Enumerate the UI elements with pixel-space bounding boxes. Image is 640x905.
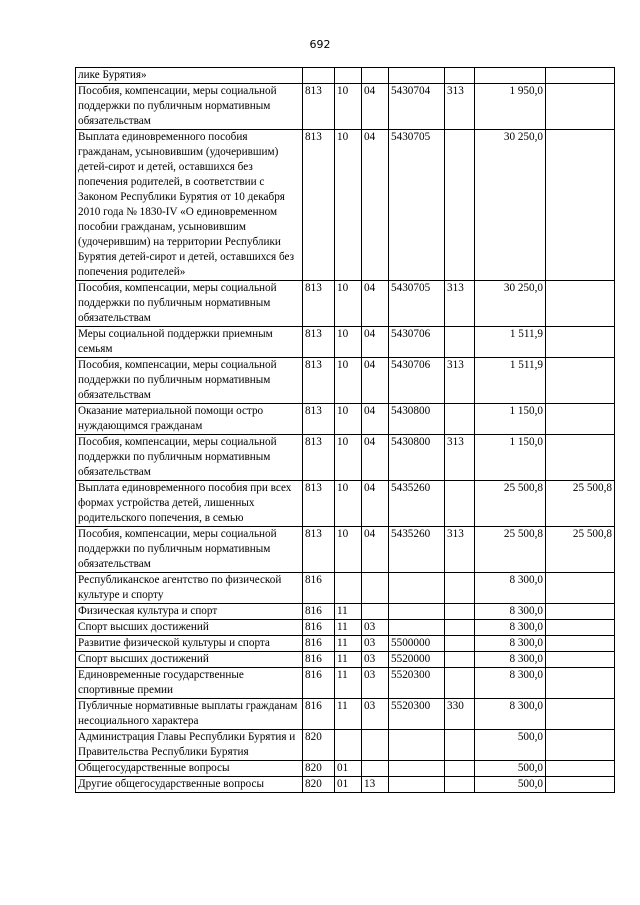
expense-type-cell bbox=[445, 668, 475, 699]
section-code-cell: 10 bbox=[335, 130, 362, 281]
row-name-cell: Республиканское агентство по физической культуре и спорту bbox=[76, 573, 303, 604]
amount-cell: 25 500,8 bbox=[475, 481, 546, 527]
ministry-code-cell: 816 bbox=[303, 620, 335, 636]
expense-type-cell: 313 bbox=[445, 358, 475, 404]
section-code-cell: 10 bbox=[335, 84, 362, 130]
target-article-cell bbox=[389, 730, 445, 761]
section-code-cell: 10 bbox=[335, 327, 362, 358]
table-row bbox=[76, 730, 615, 761]
expense-type-cell bbox=[445, 130, 475, 281]
table-row bbox=[76, 699, 615, 730]
ministry-code-cell: 816 bbox=[303, 668, 335, 699]
amount-cell: 1 150,0 bbox=[475, 435, 546, 481]
amount-extra-cell bbox=[546, 84, 615, 130]
amount-cell: 8 300,0 bbox=[475, 573, 546, 604]
ministry-code-cell: 816 bbox=[303, 604, 335, 620]
subsection-code-cell: 04 bbox=[362, 130, 389, 281]
amount-cell: 8 300,0 bbox=[475, 652, 546, 668]
target-article-cell: 5435260 bbox=[389, 527, 445, 573]
expense-type-cell bbox=[445, 327, 475, 358]
section-code-cell: 11 bbox=[335, 636, 362, 652]
amount-extra-cell bbox=[546, 435, 615, 481]
row-name-cell: Пособия, компенсации, меры социальной поддержки по публичным нормативным обязательствам bbox=[76, 281, 303, 327]
table-row bbox=[76, 620, 615, 636]
amount-extra-cell bbox=[546, 699, 615, 730]
budget-table bbox=[75, 67, 615, 793]
ministry-code-cell: 820 bbox=[303, 777, 335, 793]
ministry-code-cell: 816 bbox=[303, 652, 335, 668]
table-row bbox=[76, 668, 615, 699]
ministry-code-cell: 813 bbox=[303, 130, 335, 281]
target-article-cell: 5430706 bbox=[389, 358, 445, 404]
section-code-cell: 11 bbox=[335, 604, 362, 620]
amount-cell: 500,0 bbox=[475, 730, 546, 761]
row-name-cell: Меры социальной поддержки приемным семьям bbox=[76, 327, 303, 358]
subsection-code-cell: 04 bbox=[362, 327, 389, 358]
section-code-cell bbox=[335, 573, 362, 604]
subsection-code-cell bbox=[362, 761, 389, 777]
section-code-cell: 10 bbox=[335, 527, 362, 573]
table-row bbox=[76, 573, 615, 604]
section-code-cell bbox=[335, 68, 362, 84]
row-name-cell: Другие общегосударственные вопросы bbox=[76, 777, 303, 793]
section-code-cell: 01 bbox=[335, 761, 362, 777]
expense-type-cell bbox=[445, 636, 475, 652]
amount-extra-cell bbox=[546, 636, 615, 652]
target-article-cell: 5520300 bbox=[389, 668, 445, 699]
section-code-cell: 11 bbox=[335, 699, 362, 730]
row-name-cell: Спорт высших достижений bbox=[76, 620, 303, 636]
subsection-code-cell: 04 bbox=[362, 404, 389, 435]
section-code-cell: 10 bbox=[335, 281, 362, 327]
subsection-code-cell: 04 bbox=[362, 358, 389, 404]
ministry-code-cell: 813 bbox=[303, 481, 335, 527]
table-row bbox=[76, 481, 615, 527]
row-name-cell: Администрация Главы Республики Бурятия и Правительства Республики Бурятия bbox=[76, 730, 303, 761]
expense-type-cell: 330 bbox=[445, 699, 475, 730]
expense-type-cell: 313 bbox=[445, 281, 475, 327]
row-name-cell: Выплата единовременного пособия при всех формах устройства детей, лишенных родительского попечения, в семью bbox=[76, 481, 303, 527]
table-row bbox=[76, 68, 615, 84]
target-article-cell: 5500000 bbox=[389, 636, 445, 652]
subsection-code-cell bbox=[362, 604, 389, 620]
section-code-cell: 11 bbox=[335, 652, 362, 668]
subsection-code-cell: 03 bbox=[362, 636, 389, 652]
amount-cell: 8 300,0 bbox=[475, 636, 546, 652]
amount-extra-cell: 25 500,8 bbox=[546, 481, 615, 527]
section-code-cell bbox=[335, 730, 362, 761]
expense-type-cell bbox=[445, 620, 475, 636]
target-article-cell: 5430705 bbox=[389, 130, 445, 281]
expense-type-cell: 313 bbox=[445, 435, 475, 481]
target-article-cell: 5430800 bbox=[389, 435, 445, 481]
row-name-cell: Общегосударственные вопросы bbox=[76, 761, 303, 777]
ministry-code-cell: 813 bbox=[303, 527, 335, 573]
amount-cell: 500,0 bbox=[475, 777, 546, 793]
row-name-cell: лике Бурятия» bbox=[76, 68, 303, 84]
target-article-cell bbox=[389, 604, 445, 620]
subsection-code-cell bbox=[362, 730, 389, 761]
amount-extra-cell bbox=[546, 668, 615, 699]
table-row bbox=[76, 604, 615, 620]
amount-extra-cell bbox=[546, 620, 615, 636]
amount-extra-cell bbox=[546, 130, 615, 281]
table-row bbox=[76, 777, 615, 793]
amount-cell: 30 250,0 bbox=[475, 281, 546, 327]
amount-extra-cell bbox=[546, 777, 615, 793]
ministry-code-cell: 816 bbox=[303, 699, 335, 730]
row-name-cell: Пособия, компенсации, меры социальной поддержки по публичным нормативным обязательствам bbox=[76, 435, 303, 481]
expense-type-cell: 313 bbox=[445, 84, 475, 130]
subsection-code-cell: 03 bbox=[362, 699, 389, 730]
ministry-code-cell: 820 bbox=[303, 730, 335, 761]
amount-extra-cell bbox=[546, 573, 615, 604]
amount-cell: 500,0 bbox=[475, 761, 546, 777]
subsection-code-cell: 04 bbox=[362, 527, 389, 573]
row-name-cell: Публичные нормативные выплаты гражданам несоциального характера bbox=[76, 699, 303, 730]
section-code-cell: 01 bbox=[335, 777, 362, 793]
amount-extra-cell bbox=[546, 358, 615, 404]
ministry-code-cell bbox=[303, 68, 335, 84]
table-row bbox=[76, 130, 615, 281]
section-code-cell: 11 bbox=[335, 620, 362, 636]
expense-type-cell bbox=[445, 404, 475, 435]
expense-type-cell bbox=[445, 761, 475, 777]
table-row bbox=[76, 84, 615, 130]
expense-type-cell: 313 bbox=[445, 527, 475, 573]
amount-extra-cell bbox=[546, 327, 615, 358]
amount-cell: 25 500,8 bbox=[475, 527, 546, 573]
amount-cell bbox=[475, 68, 546, 84]
section-code-cell: 11 bbox=[335, 668, 362, 699]
ministry-code-cell: 816 bbox=[303, 636, 335, 652]
row-name-cell: Выплата единовременного пособия гражданам, усыновившим (удочерившим) детей-сирот и детей, оставшихся без попечения родителей, в соответствии с Законом Республики Бурятия от 10 декабря 2010 года № 1830-IV «О единовременном пособии гражданам, усыновившим (удочерившим) на территории Республики Бурятия детей-сирот и детей, оставшихся без попечения родителей» bbox=[76, 130, 303, 281]
row-name-cell: Пособия, компенсации, меры социальной поддержки по публичным нормативным обязательствам bbox=[76, 84, 303, 130]
expense-type-cell bbox=[445, 573, 475, 604]
table-row bbox=[76, 327, 615, 358]
ministry-code-cell: 813 bbox=[303, 358, 335, 404]
ministry-code-cell: 813 bbox=[303, 281, 335, 327]
table-row bbox=[76, 435, 615, 481]
expense-type-cell bbox=[445, 652, 475, 668]
row-name-cell: Спорт высших достижений bbox=[76, 652, 303, 668]
ministry-code-cell: 820 bbox=[303, 761, 335, 777]
target-article-cell: 5430800 bbox=[389, 404, 445, 435]
page-number: 692 bbox=[309, 38, 331, 51]
target-article-cell: 5520000 bbox=[389, 652, 445, 668]
amount-cell: 1 511,9 bbox=[475, 358, 546, 404]
expense-type-cell bbox=[445, 777, 475, 793]
section-code-cell: 10 bbox=[335, 435, 362, 481]
amount-cell: 8 300,0 bbox=[475, 620, 546, 636]
amount-extra-cell bbox=[546, 404, 615, 435]
amount-cell: 1 950,0 bbox=[475, 84, 546, 130]
expense-type-cell bbox=[445, 604, 475, 620]
amount-extra-cell bbox=[546, 604, 615, 620]
ministry-code-cell: 813 bbox=[303, 84, 335, 130]
amount-cell: 1 150,0 bbox=[475, 404, 546, 435]
subsection-code-cell: 04 bbox=[362, 481, 389, 527]
subsection-code-cell bbox=[362, 68, 389, 84]
target-article-cell bbox=[389, 620, 445, 636]
ministry-code-cell: 813 bbox=[303, 327, 335, 358]
table-row bbox=[76, 527, 615, 573]
amount-extra-cell bbox=[546, 730, 615, 761]
amount-extra-cell bbox=[546, 761, 615, 777]
target-article-cell: 5520300 bbox=[389, 699, 445, 730]
row-name-cell: Развитие физической культуры и спорта bbox=[76, 636, 303, 652]
amount-extra-cell bbox=[546, 652, 615, 668]
amount-cell: 8 300,0 bbox=[475, 668, 546, 699]
table-row bbox=[76, 404, 615, 435]
table-row bbox=[76, 281, 615, 327]
section-code-cell: 10 bbox=[335, 481, 362, 527]
row-name-cell: Пособия, компенсации, меры социальной поддержки по публичным нормативным обязательствам bbox=[76, 358, 303, 404]
target-article-cell bbox=[389, 68, 445, 84]
amount-cell: 30 250,0 bbox=[475, 130, 546, 281]
subsection-code-cell: 04 bbox=[362, 435, 389, 481]
table-row bbox=[76, 358, 615, 404]
subsection-code-cell bbox=[362, 573, 389, 604]
expense-type-cell bbox=[445, 68, 475, 84]
row-name-cell: Физическая культура и спорт bbox=[76, 604, 303, 620]
row-name-cell: Пособия, компенсации, меры социальной поддержки по публичным нормативным обязательствам bbox=[76, 527, 303, 573]
expense-type-cell bbox=[445, 730, 475, 761]
amount-cell: 1 511,9 bbox=[475, 327, 546, 358]
target-article-cell: 5430706 bbox=[389, 327, 445, 358]
section-code-cell: 10 bbox=[335, 404, 362, 435]
ministry-code-cell: 813 bbox=[303, 404, 335, 435]
subsection-code-cell: 13 bbox=[362, 777, 389, 793]
subsection-code-cell: 03 bbox=[362, 668, 389, 699]
subsection-code-cell: 03 bbox=[362, 652, 389, 668]
target-article-cell bbox=[389, 573, 445, 604]
amount-extra-cell bbox=[546, 281, 615, 327]
row-name-cell: Оказание материальной помощи остро нуждающимся гражданам bbox=[76, 404, 303, 435]
ministry-code-cell: 816 bbox=[303, 573, 335, 604]
subsection-code-cell: 04 bbox=[362, 281, 389, 327]
expense-type-cell bbox=[445, 481, 475, 527]
subsection-code-cell: 03 bbox=[362, 620, 389, 636]
table-row bbox=[76, 761, 615, 777]
amount-cell: 8 300,0 bbox=[475, 699, 546, 730]
target-article-cell: 5430704 bbox=[389, 84, 445, 130]
amount-cell: 8 300,0 bbox=[475, 604, 546, 620]
target-article-cell: 5435260 bbox=[389, 481, 445, 527]
subsection-code-cell: 04 bbox=[362, 84, 389, 130]
ministry-code-cell: 813 bbox=[303, 435, 335, 481]
section-code-cell: 10 bbox=[335, 358, 362, 404]
amount-extra-cell bbox=[546, 68, 615, 84]
target-article-cell: 5430705 bbox=[389, 281, 445, 327]
row-name-cell: Единовременные государственные спортивные премии bbox=[76, 668, 303, 699]
table-row bbox=[76, 652, 615, 668]
target-article-cell bbox=[389, 777, 445, 793]
target-article-cell bbox=[389, 761, 445, 777]
table-row bbox=[76, 636, 615, 652]
amount-extra-cell: 25 500,8 bbox=[546, 527, 615, 573]
